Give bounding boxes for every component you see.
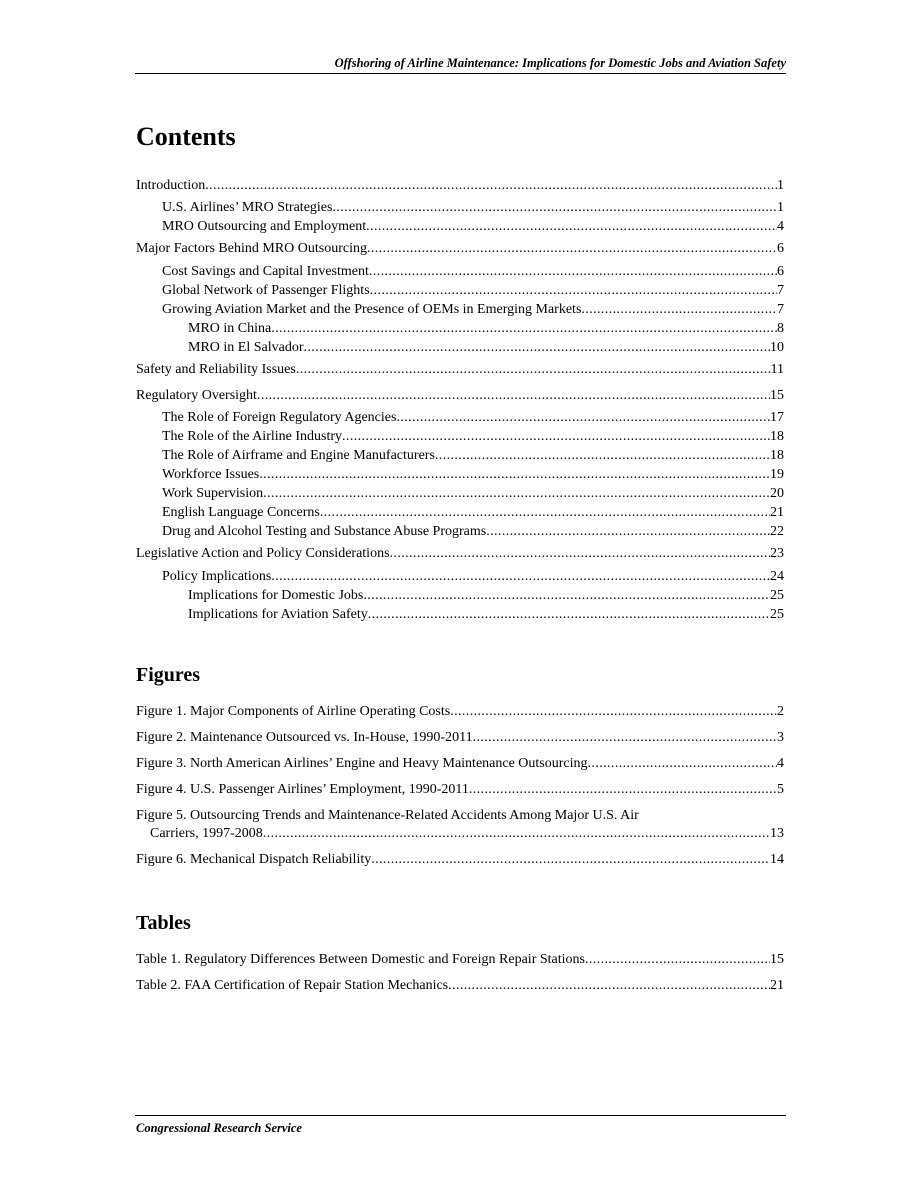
toc-entry-page: 23	[770, 546, 784, 561]
toc-entry-introduction[interactable]	[136, 177, 784, 195]
toc-entry-text: Workforce Issues	[162, 467, 260, 482]
toc-entry-page: 11	[770, 362, 784, 377]
toc-entry-page: 13	[770, 826, 784, 841]
toc-entry-page: 21	[770, 505, 784, 520]
toc-entry-text: MRO in El Salvador	[188, 340, 304, 355]
dot-leader	[435, 447, 770, 465]
toc-entry-page: 3	[777, 730, 784, 745]
toc-entry-text: Drug and Alcohol Testing and Substance Abuse Programs	[162, 524, 487, 539]
toc-entry-mro-in-el-salvador[interactable]	[188, 339, 784, 357]
toc-entry-text: Global Network of Passenger Flights	[162, 283, 370, 298]
toc-entry-text: Cost Savings and Capital Investment	[162, 264, 369, 279]
toc-entry-major-factors[interactable]	[136, 240, 784, 258]
toc-entry-text: Implications for Domestic Jobs	[188, 588, 364, 603]
dot-leader	[585, 951, 770, 969]
dot-leader	[205, 177, 777, 195]
toc-entry-page: 24	[770, 569, 784, 584]
toc-entry-work-supervision[interactable]	[162, 485, 784, 503]
dot-leader	[271, 568, 770, 586]
toc-entry-text: Major Factors Behind MRO Outsourcing	[136, 241, 367, 256]
toc-entry-english-language[interactable]	[162, 504, 784, 522]
toc-entry-airline-industry[interactable]	[162, 428, 784, 446]
dot-leader	[367, 240, 777, 258]
toc-entry-text: The Role of the Airline Industry	[162, 429, 343, 444]
toc-entry-mro-outsourcing-employment[interactable]	[162, 218, 784, 236]
figure-entry-1[interactable]	[136, 703, 784, 721]
figure-entry-4[interactable]	[136, 781, 784, 799]
dot-leader	[271, 320, 777, 338]
toc-entry-page: 2	[777, 704, 784, 719]
dot-leader	[304, 339, 771, 357]
figures-heading: Figures	[136, 664, 201, 686]
toc-entry-cost-savings[interactable]	[162, 263, 784, 281]
toc-entry-safety-reliability[interactable]	[136, 361, 784, 379]
toc-entry-text: Regulatory Oversight	[136, 388, 257, 403]
dot-leader	[296, 361, 771, 379]
toc-entry-text: U.S. Airlines’ MRO Strategies	[162, 200, 333, 215]
toc-entry-page: 5	[777, 782, 784, 797]
toc-entry-text: MRO Outsourcing and Employment	[162, 219, 367, 234]
toc-entry-text: Safety and Reliability Issues	[136, 362, 296, 377]
toc-entry-text: Table 1. Regulatory Differences Between Domestic and Foreign Repair Stations	[136, 952, 585, 967]
toc-entry-text: Growing Aviation Market and the Presence of OEMs in Emerging Markets	[162, 302, 582, 317]
figure-entry-6[interactable]	[136, 851, 784, 869]
toc-entry-page: 25	[770, 607, 784, 622]
toc-entry-text: Figure 1. Major Components of Airline Operating Costs	[136, 704, 451, 719]
footer-rule	[135, 1115, 786, 1116]
figure-entry-2[interactable]	[136, 729, 784, 747]
toc-entry-page: 18	[770, 429, 784, 444]
toc-entry-foreign-regulatory-agencies[interactable]	[162, 409, 784, 427]
toc-entry-text: Legislative Action and Policy Considerations	[136, 546, 390, 561]
dot-leader	[366, 218, 777, 236]
dot-leader	[473, 729, 777, 747]
dot-leader	[259, 466, 770, 484]
toc-entry-airframe-engine-manufacturers[interactable]	[162, 447, 784, 465]
toc-entry-implications-domestic-jobs[interactable]	[188, 587, 784, 605]
toc-entry-text: MRO in China	[188, 321, 272, 336]
toc-entry-page: 8	[777, 321, 784, 336]
dot-leader	[368, 606, 770, 624]
toc-entry-page: 18	[770, 448, 784, 463]
toc-entry-text: Figure 6. Mechanical Dispatch Reliability	[136, 852, 372, 867]
footer: Congressional Research Service	[136, 1121, 302, 1135]
toc-entry-global-network[interactable]	[162, 282, 784, 300]
dot-leader	[320, 504, 770, 522]
dot-leader	[342, 428, 770, 446]
running-header: Offshoring of Airline Maintenance: Implications for Domestic Jobs and Aviation Safety	[334, 56, 786, 70]
dot-leader	[257, 387, 770, 405]
dot-leader	[469, 781, 777, 799]
toc-entry-page: 4	[777, 756, 784, 771]
toc-entry-text: Figure 2. Maintenance Outsourced vs. In-House, 1990-2011	[136, 730, 473, 745]
dot-leader	[450, 703, 777, 721]
dot-leader	[332, 199, 777, 217]
toc-entry-page: 22	[770, 524, 784, 539]
toc-entry-page: 1	[777, 178, 784, 193]
toc-entry-drug-alcohol-testing[interactable]	[162, 523, 784, 541]
toc-entry-page: 19	[770, 467, 784, 482]
toc-entry-page: 17	[770, 410, 784, 425]
dot-leader	[263, 485, 770, 503]
tables-heading: Tables	[136, 912, 191, 934]
table-entry-2[interactable]	[136, 977, 784, 995]
dot-leader	[370, 282, 777, 300]
toc-entry-policy-implications[interactable]	[162, 568, 784, 586]
toc-entry-page: 25	[770, 588, 784, 603]
toc-entry-text: Policy Implications	[162, 569, 272, 584]
toc-entry-text: Table 2. FAA Certification of Repair Station Mechanics	[136, 978, 449, 993]
toc-entry-page: 7	[777, 302, 784, 317]
toc-entry-page: 15	[770, 952, 784, 967]
toc-entry-text: The Role of Airframe and Engine Manufacturers	[162, 448, 435, 463]
header-rule	[135, 73, 786, 74]
toc-entry-page: 20	[770, 486, 784, 501]
toc-entry-page: 1	[777, 200, 784, 215]
toc-entry-mro-in-china[interactable]	[188, 320, 784, 338]
toc-entry-page: 10	[770, 340, 784, 355]
table-entry-1[interactable]	[136, 951, 784, 969]
toc-entry-text: English Language Concerns	[162, 505, 320, 520]
dot-leader	[390, 545, 770, 563]
toc-entry-legislative-action[interactable]	[136, 545, 784, 563]
dot-leader	[369, 263, 777, 281]
toc-entry-page: 14	[770, 852, 784, 867]
toc-entry-us-airlines-mro-strategies[interactable]	[162, 199, 784, 217]
toc-entry-text: Figure 4. U.S. Passenger Airlines’ Employment, 1990-2011	[136, 782, 469, 797]
dot-leader	[371, 851, 770, 869]
toc-entry-page: 6	[777, 241, 784, 256]
dot-leader	[448, 977, 770, 995]
dot-leader	[396, 409, 770, 427]
toc-entry-regulatory-oversight[interactable]	[136, 387, 784, 405]
toc-entry-text: Introduction	[136, 178, 206, 193]
toc-entry-page: 7	[777, 283, 784, 298]
toc-entry-page: 6	[777, 264, 784, 279]
toc-entry-page: 15	[770, 388, 784, 403]
toc-entry-page: 21	[770, 978, 784, 993]
dot-leader	[486, 523, 770, 541]
toc-entry-text-continued: Carriers, 1997-2008	[150, 826, 263, 841]
dot-leader	[581, 301, 777, 319]
dot-leader	[363, 587, 770, 605]
figure-entry-3[interactable]	[136, 755, 784, 773]
dot-leader	[588, 755, 777, 773]
toc-entry-text: Figure 5. Outsourcing Trends and Maintenance-Related Accidents Among Major U.S. Air	[136, 808, 639, 823]
toc-entry-implications-aviation-safety[interactable]	[188, 606, 784, 624]
toc-entry-text: The Role of Foreign Regulatory Agencies	[162, 410, 397, 425]
toc-entry-text: Implications for Aviation Safety	[188, 607, 368, 622]
toc-entry-growing-aviation-market[interactable]	[162, 301, 784, 319]
dot-leader	[263, 825, 770, 843]
figure-entry-5[interactable]	[136, 807, 784, 843]
toc-entry-text: Figure 3. North American Airlines’ Engine and Heavy Maintenance Outsourcing	[136, 756, 588, 771]
toc-entry-page: 4	[777, 219, 784, 234]
contents-heading: Contents	[136, 122, 236, 151]
toc-entry-workforce-issues[interactable]	[162, 466, 784, 484]
toc-entry-text: Work Supervision	[162, 486, 264, 501]
